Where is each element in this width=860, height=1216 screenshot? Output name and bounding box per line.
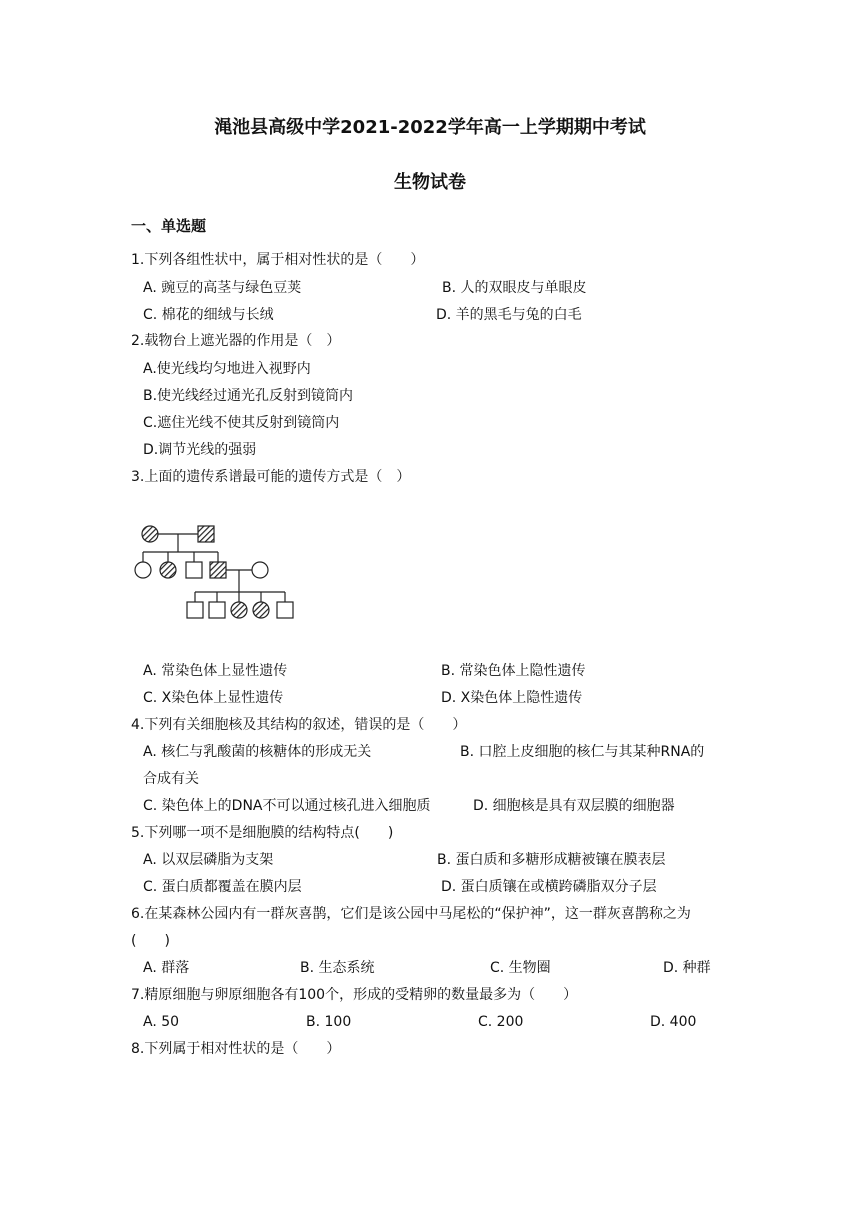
question-5-option-c: C. 蛋白质都覆盖在膜内层 bbox=[143, 879, 302, 895]
question-3-option-a: A. 常染色体上显性遗传 bbox=[143, 663, 288, 679]
question-4-option-d: D. 细胞核是具有双层膜的细胞器 bbox=[473, 798, 675, 814]
pedigree-affected-female-iii3 bbox=[231, 602, 247, 618]
question-5-option-d: D. 蛋白质镶在或横跨磷脂双分子层 bbox=[441, 879, 657, 895]
question-6-option-a: A. 群落 bbox=[143, 960, 190, 976]
pedigree-male-iii1 bbox=[187, 602, 203, 618]
question-4-option-a: A. 核仁与乳酸菌的核糖体的形成无关 bbox=[143, 744, 372, 760]
question-6-stem: 6.在某森林公园内有一群灰喜鹊，它们是该公园中马尾松的“保护神”，这一群灰喜鹊称之为 bbox=[131, 906, 691, 922]
question-6-stem-cont: ( ) bbox=[131, 933, 170, 949]
question-5-stem: 5.下列哪一项不是细胞膜的结构特点( ) bbox=[131, 825, 394, 841]
question-2-option-b: B.使光线经过通光孔反射到镜筒内 bbox=[143, 388, 354, 404]
question-6-option-b: B. 生态系统 bbox=[300, 960, 375, 976]
question-7-option-c: C. 200 bbox=[478, 1014, 524, 1030]
pedigree-male-ii3 bbox=[186, 562, 202, 578]
question-1-option-c: C. 棉花的细绒与长绒 bbox=[143, 307, 274, 323]
page-subtitle: 生物试卷 bbox=[394, 172, 466, 193]
question-6-option-c: C. 生物圈 bbox=[490, 960, 551, 976]
question-2-option-a: A.使光线均匀地进入视野内 bbox=[143, 361, 311, 377]
question-1-option-a: A. 豌豆的高茎与绿色豆荚 bbox=[143, 280, 302, 296]
section-heading: 一、单选题 bbox=[131, 217, 207, 235]
question-7-option-a: A. 50 bbox=[143, 1014, 180, 1030]
question-3-option-b: B. 常染色体上隐性遗传 bbox=[441, 663, 586, 679]
question-4-option-b: B. 口腔上皮细胞的核仁与其某种RNA的 bbox=[460, 744, 705, 760]
question-5-option-b: B. 蛋白质和多糖形成糖被镶在膜表层 bbox=[437, 852, 666, 868]
question-4-option-c: C. 染色体上的DNA不可以通过核孔进入细胞质 bbox=[143, 798, 431, 814]
question-1-option-b: B. 人的双眼皮与单眼皮 bbox=[442, 280, 587, 296]
question-2-option-d: D.调节光线的强弱 bbox=[143, 442, 257, 458]
question-3-stem: 3.上面的遗传系谱最可能的遗传方式是（ ） bbox=[131, 469, 411, 485]
pedigree-affected-female-i1 bbox=[142, 526, 158, 542]
question-3-option-c: C. X染色体上显性遗传 bbox=[143, 690, 284, 706]
question-7-stem: 7.精原细胞与卵原细胞各有100个，形成的受精卵的数量最多为（ ） bbox=[131, 987, 578, 1003]
pedigree-affected-male-ii4 bbox=[210, 562, 226, 578]
question-4-stem: 4.下列有关细胞核及其结构的叙述，错误的是（ ） bbox=[131, 717, 467, 733]
question-2-option-c: C.遮住光线不使其反射到镜筒内 bbox=[143, 415, 340, 431]
pedigree-female-ii5 bbox=[252, 562, 268, 578]
question-1-option-d: D. 羊的黑毛与兔的白毛 bbox=[436, 307, 582, 323]
question-3-option-d: D. X染色体上隐性遗传 bbox=[441, 690, 583, 706]
question-7-option-d: D. 400 bbox=[650, 1014, 697, 1030]
question-4-option-b-cont: 合成有关 bbox=[143, 771, 199, 787]
question-1-stem: 1.下列各组性状中，属于相对性状的是（ ） bbox=[131, 252, 425, 268]
pedigree-affected-male-i2 bbox=[198, 526, 214, 542]
question-6-option-d: D. 种群 bbox=[663, 960, 711, 976]
pedigree-female-ii1 bbox=[135, 562, 151, 578]
pedigree-affected-female-ii2 bbox=[160, 562, 176, 578]
pedigree-affected-female-iii4 bbox=[253, 602, 269, 618]
pedigree-male-iii5 bbox=[277, 602, 293, 618]
question-8-stem: 8.下列属于相对性状的是（ ） bbox=[131, 1041, 341, 1057]
pedigree-male-iii2 bbox=[209, 602, 225, 618]
question-5-option-a: A. 以双层磷脂为支架 bbox=[143, 852, 274, 868]
pedigree-diagram bbox=[128, 522, 300, 622]
question-7-option-b: B. 100 bbox=[306, 1014, 352, 1030]
question-2-stem: 2.载物台上遮光器的作用是（ ） bbox=[131, 333, 341, 349]
page-title: 渑池县高级中学2021-2022学年高一上学期期中考试 bbox=[214, 117, 646, 138]
